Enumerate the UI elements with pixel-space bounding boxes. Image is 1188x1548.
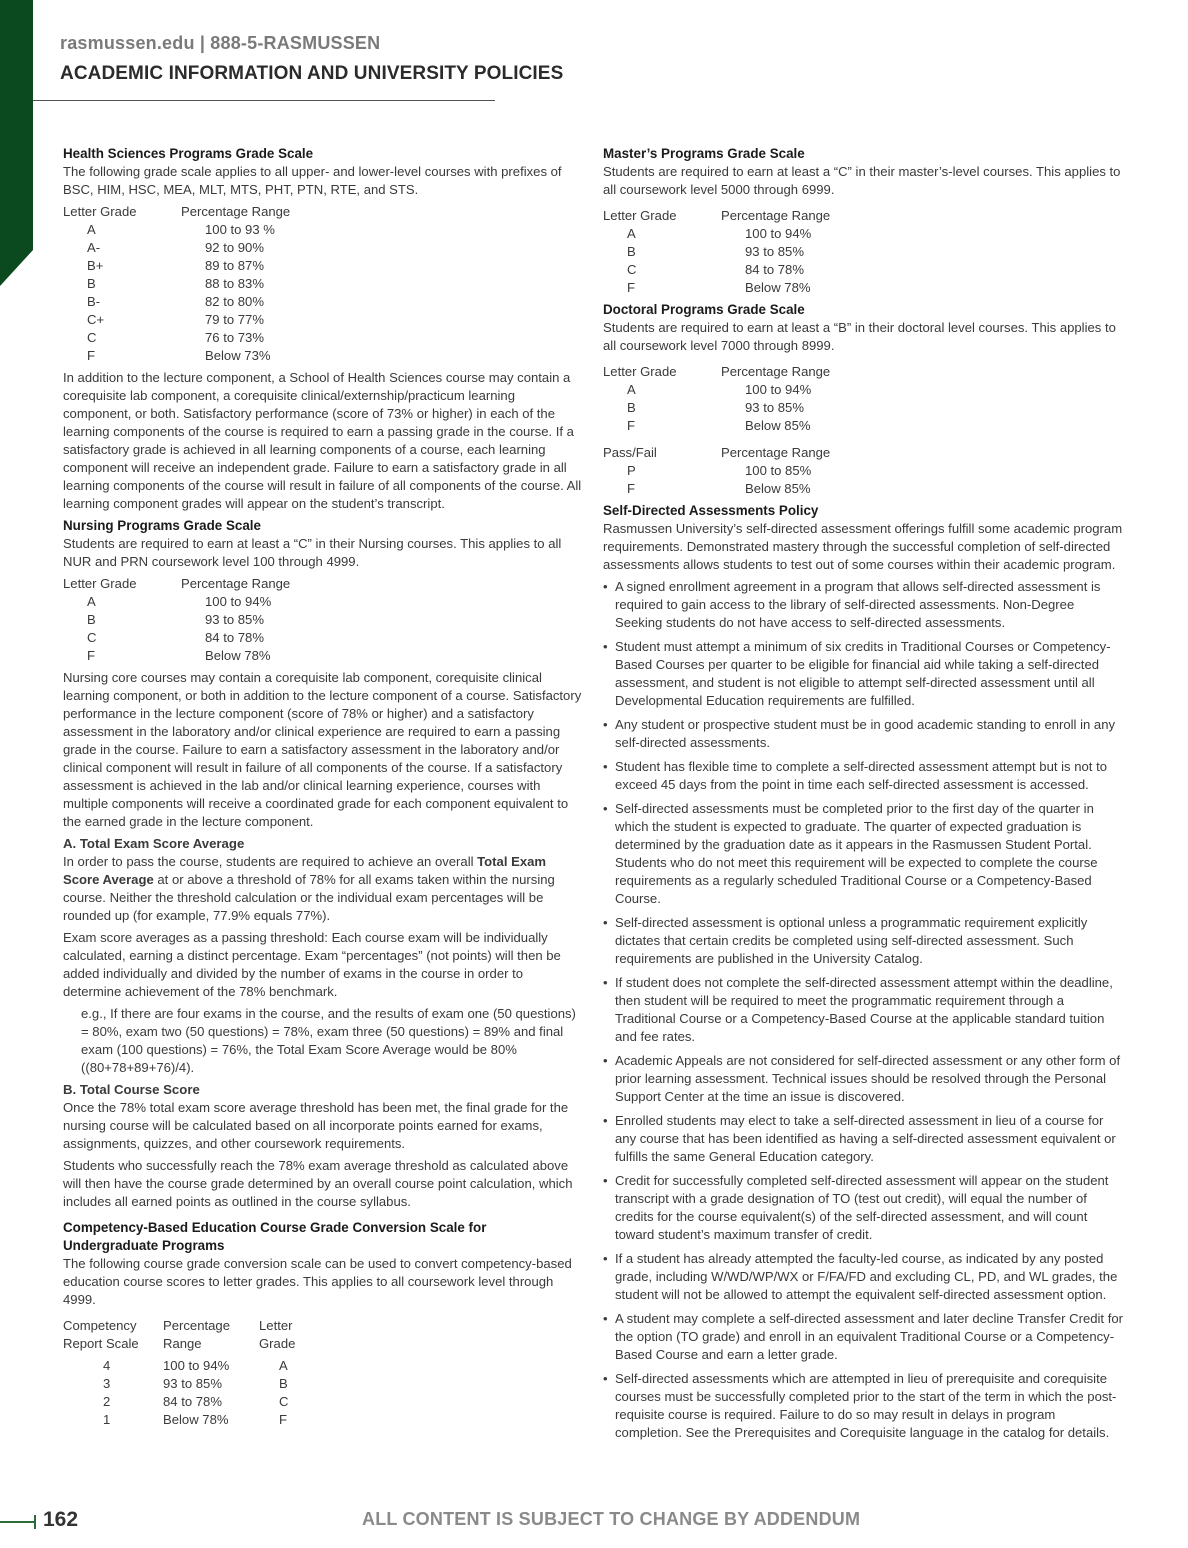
list-item: • Student has flexible time to complete a self-directed assessment attempt but is not to exceed 45 days from the point in time each self-directed assessment is accessed. [603, 758, 1125, 794]
table-row: B 93 to 85% [627, 400, 804, 415]
masters-heading: Master’s Programs Grade Scale [603, 146, 805, 161]
table-row: B- 82 to 80% [87, 294, 264, 309]
table-row: 1 Below 78% F [103, 1412, 287, 1427]
sda-intro: Rasmussen University’s self-directed assessment offerings fulfill some academic program requirements. Demonstrated mastery through the successful completion of self-directed assessments allows students to test out of some courses within their academic program. [603, 521, 1123, 572]
masters-intro: Students are required to earn at least a “C” in their master’s-level courses. This applies to all coursework level 5000 through 6999. [603, 164, 1121, 197]
list-item: • Any student or prospective student must be in good academic standing to enroll in any self-directed assessments. [603, 716, 1125, 752]
table-row: 2 84 to 78% C [103, 1394, 289, 1409]
table-row: C+ 79 to 77% [87, 312, 264, 327]
list-item: • Academic Appeals are not considered for self-directed assessment or any other form of prior learning assessment. Technical issues should be resolved through the Personal Support Center at the time an issue is discovered. [603, 1052, 1125, 1106]
table-header: Percentage Range [163, 1318, 230, 1351]
left-column [63, 145, 583, 1433]
table-header: Percentage Range [721, 208, 831, 223]
exam-average-heading: A. Total Exam Score Average [63, 836, 245, 851]
right-column [603, 145, 1125, 1448]
table-row: B+ 89 to 87% [87, 258, 264, 273]
footer-rule [0, 1521, 36, 1523]
table-row: 3 93 to 85% B [103, 1376, 288, 1391]
nursing-grade-table [63, 575, 290, 665]
table-header: Letter Grade [63, 204, 137, 219]
list-item: • Self-directed assessments must be completed prior to the first day of the quarter in which the student is expected to graduate. The quarter of expected graduation is determined by the graduation date as it appears in the Rasmussen Student Portal. Students who do not meet this requirement will be expected to complete the course requirements as a regularly scheduled Traditional Course or a Competency-Based Course. [603, 800, 1125, 908]
table-header: Competency Report Scale [63, 1318, 139, 1351]
footer-tick [34, 1515, 36, 1529]
list-item: • If student does not complete the self-directed assessment attempt within the deadline, then student will be required to meet the programmatic requirement through a Traditional Course or a Competency-Based Course at the applicable standard tuition and fee rates. [603, 974, 1125, 1046]
table-row: C 84 to 78% [627, 262, 804, 277]
table-row: C 76 to 73% [87, 330, 264, 345]
doctoral-intro: Students are required to earn at least a “B” in their doctoral level courses. This applies to all coursework level 7000 through 8999. [603, 320, 1116, 353]
table-row: F Below 85% [627, 481, 811, 496]
table-row: A 100 to 94% [87, 594, 272, 609]
table-row: A 100 to 94% [627, 382, 812, 397]
nursing-intro: Students are required to earn at least a “C” in their Nursing courses. This applies to all NUR and PRN coursework level 100 through 4999. [63, 536, 562, 569]
doctoral-heading: Doctoral Programs Grade Scale [603, 302, 805, 317]
sda-bullet-list [603, 578, 1125, 1442]
page-number: 162 [43, 1508, 79, 1531]
masters-grade-table [603, 207, 830, 297]
table-row: A 100 to 94% [627, 226, 812, 241]
cbe-heading: Competency-Based Education Course Grade Conversion Scale for Undergraduate Programs [63, 1220, 487, 1253]
table-row: F Below 85% [627, 418, 811, 433]
health-sciences-body: In addition to the lecture component, a School of Health Sciences course may contain a corequisite lab component, a corequisite clinical/externship/practicum learning component, or both. Satisfactory performance (score of 73% or higher) in each of the learning components of the course is required to earn a passing grade in the course. If a satisfactory grade is achieved in all learning components of a course, each learning component will receive an independent grade. Failure to earn a satisfactory grade in all learning components of the course will result in failure of all components of the course. All learning component grades will appear on the student’s transcript. [63, 370, 582, 511]
table-row: B 93 to 85% [627, 244, 804, 259]
exam-average-term: Total Exam Score Average [63, 854, 547, 887]
total-course-score-p2: Students who successfully reach the 78% exam average threshold as calculated above will then have the course grade determined by an overall course point calculation, which includes all earned points as outlined in the course syllabus. [63, 1158, 573, 1209]
exam-average-p2: Exam score averages as a passing threshold: Each course exam will be individually calculated, earning a distinct percentage. Exam “percentages” (not points) will then be added individually and divided by the number of exams in the course in order to determine achievement of the 78% benchmark. [63, 930, 561, 999]
table-header: Letter Grade [603, 364, 677, 379]
total-course-score-heading: B. Total Course Score [63, 1082, 200, 1097]
table-header: Percentage Range [721, 445, 831, 460]
health-sciences-intro: The following grade scale applies to all upper- and lower-level courses with prefixes of BSC, HIM, HSC, MEA, MLT, MTS, PHT, PTN, RTE, and STS. [63, 164, 562, 197]
health-sciences-heading: Health Sciences Programs Grade Scale [63, 146, 314, 161]
table-row: F Below 78% [627, 280, 811, 295]
cbe-conversion-table [63, 1317, 295, 1429]
list-item: • If a student has already attempted the faculty-led course, as indicated by any posted grade, including W/WD/WP/WX or F/FA/FD and excluding CL, PD, and WL grades, the student will not be allowed to attempt the equivalent self-directed assessment option. [603, 1250, 1125, 1304]
table-row: F Below 73% [87, 348, 271, 363]
table-row: B 93 to 85% [87, 612, 264, 627]
addendum-notice: ALL CONTENT IS SUBJECT TO CHANGE BY ADDENDUM [362, 1509, 861, 1529]
table-header: Pass/Fail [603, 445, 657, 460]
health-grade-table [63, 203, 290, 365]
table-header: Letter Grade [603, 208, 677, 223]
list-item: • Credit for successfully completed self-directed assessment will appear on the student transcript with a grade designation of TO (test out credit), will equal the number of credits for the course equivalent(s) of the self-directed assessment, and will count toward student’s maximum transfer of credit. [603, 1172, 1125, 1244]
nursing-body: Nursing core courses may contain a corequisite lab component, corequisite clinical learning component, or both in addition to the lecture component of a course. Satisfactory performance in the lecture component (score of 78% or higher) and a satisfactory assessment in the laboratory and/or clinical experience are required to earn a passing grade in the course. Failure to earn a satisfactory assessment in the laboratory and/or clinical component will result in failure of all components of the course. If a satisfactory assessment is achieved in the lab and/or clinical learning experience, courses with multiple components will receive a coordinated grade for each component equivalent to the earned grade in the lecture component. [63, 670, 582, 829]
list-item: • Enrolled students may elect to take a self-directed assessment in lieu of a course for any course that has been identified as having a self-directed assessment equivalent or fulfills the same General Education category. [603, 1112, 1125, 1166]
cbe-intro: The following course grade conversion scale can be used to convert competency-based education course scores to letter grades. This applies to all coursework level through 4999. [63, 1256, 572, 1307]
total-course-score-p1: Once the 78% total exam score average threshold has been met, the final grade for the nursing course will be calculated based on all incorporate points earned for exams, assignments, quizzes, and other coursework requirements. [63, 1100, 569, 1151]
list-item: • Self-directed assessment is optional unless a programmatic requirement explicitly dictates that certain credits be completed using self-directed assessment. Such requirements are published in the University Catalog. [603, 914, 1125, 968]
site-contact: rasmussen.edu | 888-5-RASMUSSEN [60, 33, 381, 53]
list-item: • A signed enrollment agreement in a program that allows self-directed assessment is required to gain access to the library of self-directed assessments. Non-Degree Seeking students do not have access to self-directed assessments. [603, 578, 1125, 632]
list-item: • A student may complete a self-directed assessment and later decline Transfer Credit for the option (TO grade) and enroll in an equivalent Traditional Course or a Competency-Based Course and earn a letter grade. [603, 1310, 1125, 1364]
table-header: Letter Grade [63, 576, 137, 591]
table-row: A 100 to 93 % [87, 222, 275, 237]
table-header: Percentage Range [181, 576, 291, 591]
table-row: C 84 to 78% [87, 630, 264, 645]
side-accent-bar [0, 0, 33, 286]
table-header: Letter Grade [259, 1318, 296, 1351]
nursing-heading: Nursing Programs Grade Scale [63, 518, 261, 533]
table-row: B 88 to 83% [87, 276, 264, 291]
header-divider [33, 100, 495, 101]
table-row: F Below 78% [87, 648, 271, 663]
doctoral-grade-table [603, 363, 830, 498]
list-item: • Self-directed assessments which are attempted in lieu of prerequisite and corequisite courses must be successfully completed prior to the start of the term in which the post-requisite course is required. Failure to do so may result in delays in program completion. See the Prerequisites and Corequisite language in the catalog for details. [603, 1370, 1125, 1442]
table-header: Percentage Range [721, 364, 831, 379]
table-row: A- 92 to 90% [87, 240, 264, 255]
page-section-title: ACADEMIC INFORMATION AND UNIVERSITY POLICIES [60, 63, 564, 84]
list-item: • Student must attempt a minimum of six credits in Traditional Courses or Competency-Based Courses per quarter to be eligible for financial aid while taking a self-directed assessment, and student is not eligible to attempt self-directed assessment until all Developmental Education requirements are fulfilled. [603, 638, 1125, 710]
exam-average-example: e.g., If there are four exams in the course, and the results of exam one (50 questions) = 80%, exam two (50 questions) = 78%, exam three (50 questions) = 89% and final exam (100 questions) = 76%, the Total Exam Score Average would be 80% ((80+78+89+76)/4). [81, 1006, 576, 1075]
table-header: Percentage Range [181, 204, 291, 219]
table-row: 4 100 to 94% A [103, 1358, 288, 1373]
sda-heading: Self-Directed Assessments Policy [603, 503, 819, 518]
exam-average-p1: In order to pass the course, students are required to achieve an overall Total Exam Score Average at or above a threshold of 78% for all exams taken within the nursing course. Neither the threshold calculation or the individual exam percentages will be rounded up (for example, 77.9% equals 77%). [63, 854, 555, 923]
table-row: P 100 to 85% [627, 463, 812, 478]
